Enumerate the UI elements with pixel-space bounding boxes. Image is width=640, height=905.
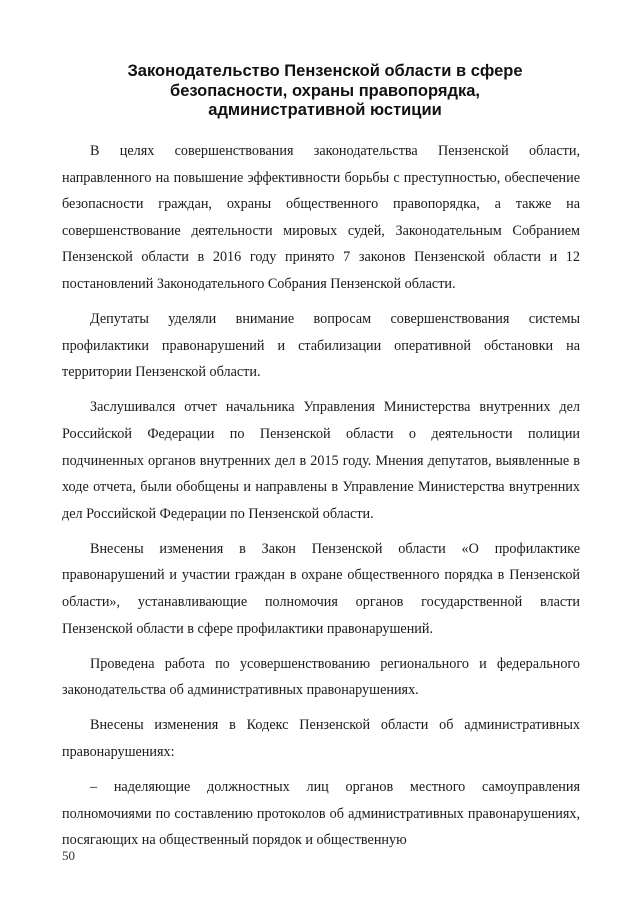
paragraph: В целях совершенствования законодательства Пензенской области, направленного на повышение эффективности борьбы с преступностью, обеспечение безопасности граждан, охраны общественного правопорядка, а также на совершенствование деятельности мировых судей, Законодательным Собранием Пензенской области в 2016 году принято 7 законов Пензенской области и 12 постановлений Законодательного Собрания Пензенской области. <box>62 143 580 292</box>
paragraph: – наделяющие должностных лиц органов местного самоуправления полномочиями по составлению протоколов об административных правонарушениях, посягающих на общественный порядок и общественную <box>62 779 580 849</box>
paragraph: Внесены изменения в Кодекс Пензенской области об административных правонарушениях: <box>62 717 580 760</box>
document-body <box>62 138 580 862</box>
paragraph: Заслушивался отчет начальника Управления Министерства внутренних дел Российской Федерации по Пензенской области о деятельности полиции подчиненных органов внутренних дел в 2015 году. Мнения депутатов, выявленные в ходе отчета, были обобщены и направлены в Управление Министерства внутренних дел Российской Федерации по Пензенской области. <box>62 399 580 522</box>
page-title: Законодательство Пензенской области в сфере безопасности, охраны правопорядка, административной юстиции <box>127 62 523 119</box>
paragraph: Депутаты уделяли внимание вопросам совершенствования системы профилактики правонарушений и стабилизации оперативной обстановки на территории Пензенской области. <box>62 311 580 381</box>
paragraph: Внесены изменения в Закон Пензенской области «О профилактике правонарушений и участии граждан в охране общественного порядка в Пензенской области», устанавливающие полномочия органов государственной власти Пензенской области в сфере профилактики правонарушений. <box>62 540 580 637</box>
page-number: 50 <box>62 848 75 863</box>
paragraph: Проведена работа по усовершенствованию регионального и федерального законодательства об административных правонарушениях. <box>62 655 580 699</box>
